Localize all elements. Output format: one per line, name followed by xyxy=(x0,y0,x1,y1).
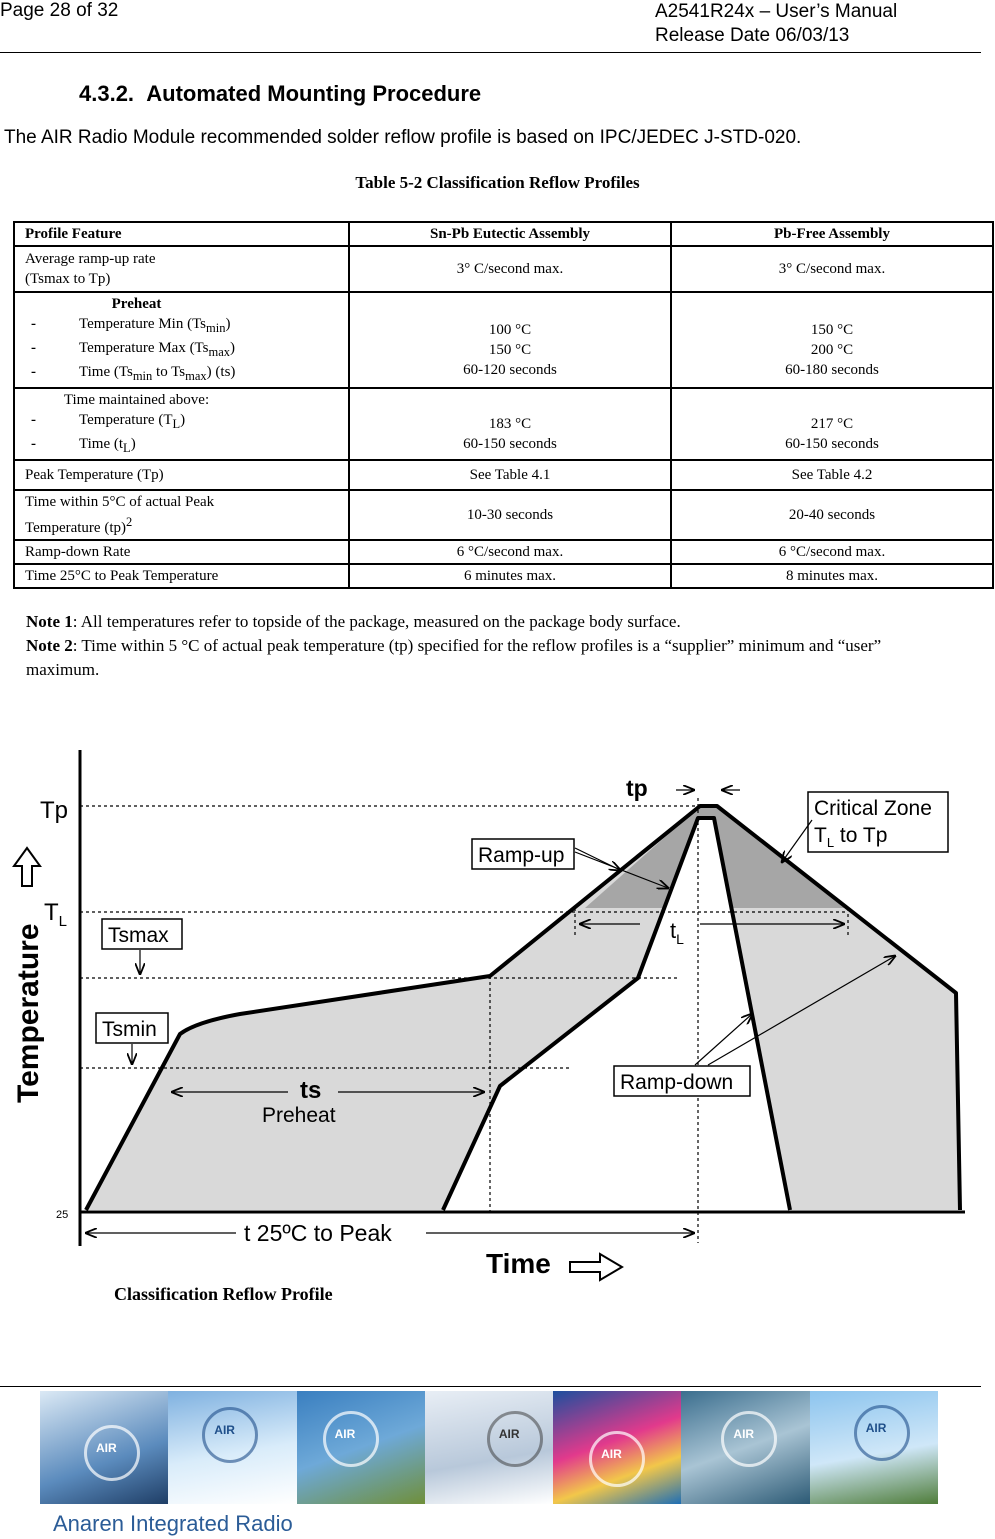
tl-label: $t_L$ xyxy=(670,918,684,947)
table-header-row xyxy=(14,222,993,246)
air-mark: AIR xyxy=(214,1423,235,1437)
table-header-cell: Sn-Pb Eutectic Assembly xyxy=(349,222,671,246)
item-text: ) (ts) xyxy=(206,364,236,380)
item-subscript: max xyxy=(185,369,207,383)
row-subheading: Time maintained above: xyxy=(63,392,210,408)
tick-tl: $T_L$ xyxy=(44,899,68,930)
list-item xyxy=(25,338,338,362)
table-cell xyxy=(14,388,349,460)
row-label: Temperature (tp) xyxy=(25,520,126,536)
tsmin-label: Tsmin xyxy=(102,1018,157,1041)
page-number: Page 28 of 32 xyxy=(0,0,119,21)
cell-line: 60-150 seconds xyxy=(463,436,557,452)
document-header xyxy=(655,0,897,48)
list-item xyxy=(25,434,338,458)
preheat-label: Preheat xyxy=(262,1104,336,1127)
table-header-cell: Profile Feature xyxy=(14,222,349,246)
section-number: 4.3.2. xyxy=(79,81,135,106)
air-mark: AIR xyxy=(733,1427,755,1441)
cell-line: 150 °C xyxy=(810,322,854,338)
list-item xyxy=(25,410,338,434)
tick-25: 25 xyxy=(56,1209,69,1221)
ramp-up-label: Ramp-up xyxy=(478,844,565,867)
table-cell xyxy=(14,292,349,388)
row-label: (Tsmax to Tp) xyxy=(25,271,111,287)
table-row xyxy=(14,540,993,564)
footer-divider xyxy=(0,1386,981,1387)
table-cell: Time 25°C to Peak Temperature xyxy=(14,564,349,588)
table-row xyxy=(14,490,993,540)
air-mark: AIR xyxy=(601,1447,622,1461)
table-row xyxy=(14,388,993,460)
cell-line: 60-180 seconds xyxy=(785,362,879,378)
up-arrow-icon xyxy=(14,848,40,886)
cell-line: 150 °C xyxy=(488,342,532,358)
banner-tile-skate xyxy=(810,1391,938,1504)
tick-tp: Tp xyxy=(40,797,69,824)
note-2 xyxy=(26,634,956,682)
table-cell xyxy=(671,292,993,388)
table-cell: 10-30 seconds xyxy=(349,490,671,540)
table-notes xyxy=(26,610,956,682)
note-text: : All temperatures refer to topside of the package, measured on the package body surface. xyxy=(72,612,681,631)
cell-line: 217 °C xyxy=(810,416,854,432)
critical-zone-label: Critical Zone xyxy=(814,797,932,820)
ts-label: ts xyxy=(300,1077,322,1104)
banner-tile-windsurf xyxy=(553,1391,681,1504)
document-title: A2541R24x – User’s Manual xyxy=(655,1,898,22)
list-item xyxy=(25,314,338,338)
table-cell: 6 °C/second max. xyxy=(349,540,671,564)
item-text: ) xyxy=(225,316,231,332)
table-cell: See Table 4.1 xyxy=(349,460,671,490)
table-cell: 8 minutes max. xyxy=(671,564,993,588)
table-row xyxy=(14,292,993,388)
item-text: Temperature Max (Ts xyxy=(79,340,209,356)
note-label: Note 1 xyxy=(26,612,73,631)
ramp-down-label: Ramp-down xyxy=(620,1071,734,1094)
critical-zone-range: $T_L$ to Tp xyxy=(814,824,888,850)
banner-tile-snowboard xyxy=(40,1391,168,1504)
row-label: Average ramp-up rate xyxy=(25,251,156,267)
item-subscript: min xyxy=(132,369,153,383)
table-cell: Peak Temperature (Tp) xyxy=(14,460,349,490)
table-cell: 6 minutes max. xyxy=(349,564,671,588)
note-label: Note 2 xyxy=(26,636,73,655)
table-cell xyxy=(14,246,349,292)
intro-paragraph: The AIR Radio Module recommended solder reflow profile is based on IPC/JEDEC J-STD-020. xyxy=(4,127,802,148)
section-title: Automated Mounting Procedure xyxy=(146,81,482,106)
item-text: Temperature (T xyxy=(79,412,173,428)
y-axis-label: Temperature xyxy=(12,923,45,1103)
table-header-cell: Pb-Free Assembly xyxy=(671,222,993,246)
tsmax-label: Tsmax xyxy=(108,924,169,947)
header-divider xyxy=(0,52,981,53)
cell-line: 60-120 seconds xyxy=(463,362,557,378)
table-cell xyxy=(671,388,993,460)
item-subscript: L xyxy=(172,417,181,431)
reflow-profile-diagram xyxy=(0,738,995,1283)
table-cell xyxy=(349,292,671,388)
row-label: Time within 5°C of actual Peak xyxy=(25,494,215,510)
table-cell: 3° C/second max. xyxy=(671,246,993,292)
cell-line: 60-150 seconds xyxy=(785,436,879,452)
footer-banner xyxy=(40,1391,938,1504)
note-text: : Time within 5 °C of actual peak temperature (tp) specified for the reflow profiles is a “supplier” minimum and “user” maximum. xyxy=(26,636,882,679)
banner-tile-snow xyxy=(425,1391,553,1504)
item-text: Time (Ts xyxy=(79,364,133,380)
cell-line: 200 °C xyxy=(810,342,854,358)
table-cell: 3° C/second max. xyxy=(349,246,671,292)
banner-tile-bike xyxy=(297,1391,425,1504)
item-text: ) xyxy=(230,340,236,356)
x-axis-label: Time xyxy=(486,1248,551,1279)
banner-tile-ski xyxy=(168,1391,296,1504)
air-mark: AIR xyxy=(865,1421,887,1435)
item-text: to Ts xyxy=(152,364,186,380)
reflow-profile-table xyxy=(13,221,994,589)
air-mark: AIR xyxy=(334,1427,356,1441)
table-cell: 6 °C/second max. xyxy=(671,540,993,564)
cell-line: 183 °C xyxy=(488,416,532,432)
item-text: Time (t xyxy=(79,436,124,452)
right-arrow-icon xyxy=(570,1254,622,1280)
air-mark: AIR xyxy=(96,1441,117,1455)
table-row xyxy=(14,246,993,292)
list-item xyxy=(25,362,338,386)
item-text: ) xyxy=(130,436,136,452)
table-cell xyxy=(349,388,671,460)
item-subscript: max xyxy=(208,345,231,359)
footnote-ref: 2 xyxy=(125,515,133,529)
table-caption: Table 5-2 Classification Reflow Profiles xyxy=(355,173,640,192)
item-text: Temperature Min (Ts xyxy=(79,316,207,332)
table-cell: See Table 4.2 xyxy=(671,460,993,490)
item-subscript: L xyxy=(123,441,131,455)
tp-label: tp xyxy=(626,775,648,801)
air-mark: AIR xyxy=(498,1427,520,1441)
item-subscript: min xyxy=(206,321,226,335)
table-cell: Ramp-down Rate xyxy=(14,540,349,564)
item-text: ) xyxy=(180,412,186,428)
table-cell xyxy=(14,490,349,540)
banner-tile-kayak xyxy=(681,1391,809,1504)
row-subheading: Preheat xyxy=(111,296,162,312)
release-date: Release Date 06/03/13 xyxy=(655,25,850,46)
table-row xyxy=(14,460,993,490)
cell-line: 100 °C xyxy=(488,322,532,338)
table-row xyxy=(14,564,993,588)
t25-label: t 25ºC to Peak xyxy=(244,1220,392,1246)
diagram-caption: Classification Reflow Profile xyxy=(114,1284,333,1304)
section-heading xyxy=(79,81,481,107)
brand-name: Anaren Integrated Radio xyxy=(53,1511,293,1536)
note-1 xyxy=(26,610,956,634)
table-cell: 20-40 seconds xyxy=(671,490,993,540)
